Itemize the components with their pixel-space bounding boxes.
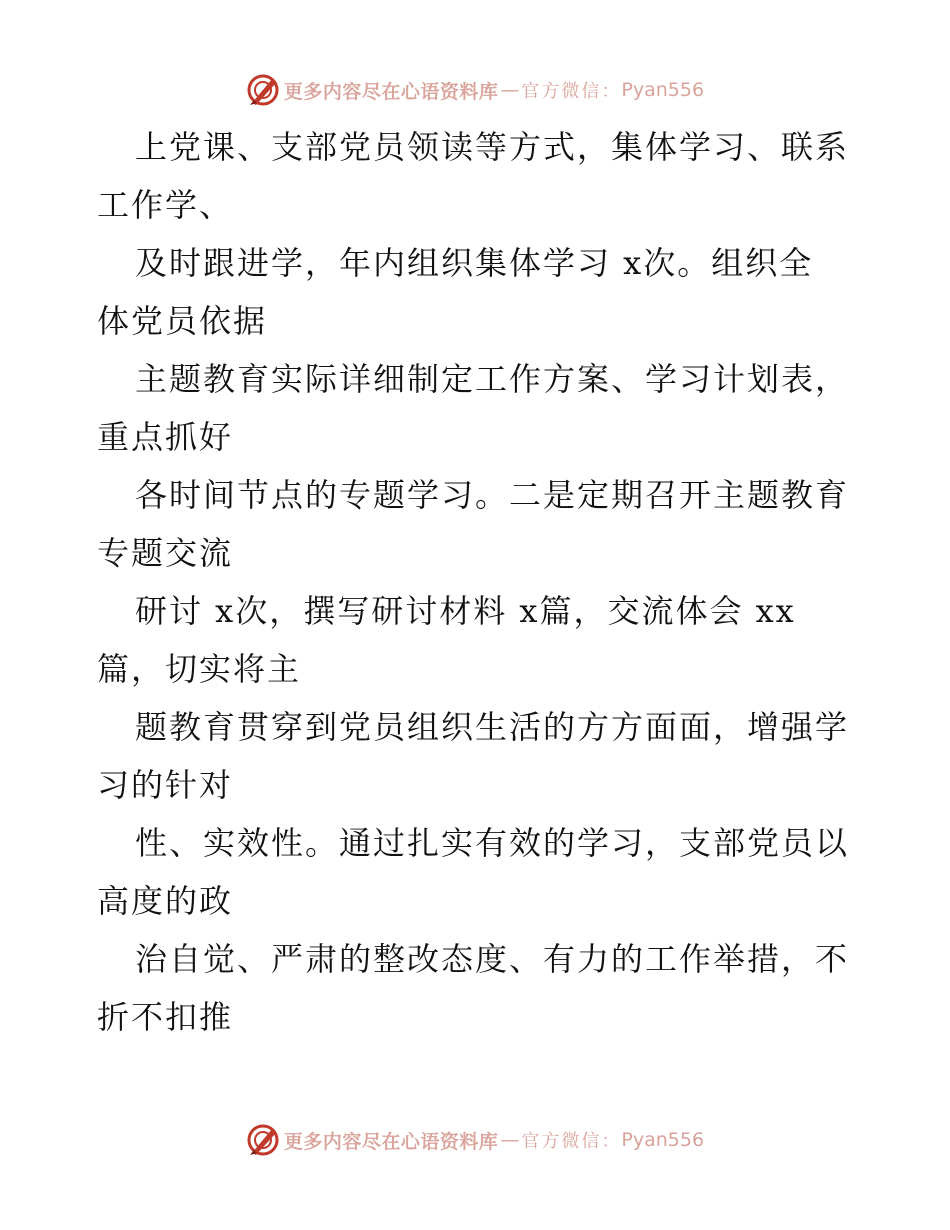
paragraph-line: 篇，切实将主: [97, 650, 302, 688]
paragraph-line: 题教育贯穿到党员组织生活的方方面面，增强学: [135, 708, 850, 746]
document-body: [97, 118, 857, 1046]
watermark-label: 官方微信：: [521, 81, 622, 102]
paragraph-line: 主题教育实际详细制定工作方案、学习计划表，: [135, 360, 850, 398]
paragraph-line: 上党课、支部党员领读等方式，集体学习、联系: [135, 128, 850, 166]
paragraph-line: 习的针对: [97, 766, 234, 804]
footer-watermark: [0, 1120, 950, 1160]
header-watermark: [0, 70, 950, 110]
watermark-text: 更多内容尽在心语资料库: [283, 80, 499, 103]
paragraph-line: 重点抓好: [97, 418, 234, 456]
watermark-dash: —: [500, 1129, 520, 1151]
watermark-account: Pyan556: [621, 1129, 705, 1151]
paragraph-line: 工作学、: [97, 186, 234, 224]
paragraph-line: 各时间节点的专题学习。二是定期召开主题教育: [135, 476, 850, 514]
watermark-account: Pyan556: [621, 79, 705, 101]
paragraph-line: 及时跟进学，年内组织集体学习 x次。组织全: [135, 244, 814, 282]
paragraph-line: 专题交流: [97, 534, 234, 572]
watermark-dash: —: [500, 79, 520, 101]
paragraph-line: 体党员依据: [97, 302, 268, 340]
paragraph-line: 折不扣推: [97, 998, 234, 1036]
watermark-text: 更多内容尽在心语资料库: [283, 1130, 499, 1153]
pen-logo-icon: [246, 1123, 280, 1157]
paragraph-line: 治自觉、严肃的整改态度、有力的工作举措，不: [135, 940, 850, 978]
watermark-label: 官方微信：: [521, 1131, 622, 1152]
paragraph-line: 性、实效性。通过扎实有效的学习，支部党员以: [135, 824, 850, 862]
paragraph-line: 高度的政: [97, 882, 234, 920]
paragraph-line: 研讨 x次，撰写研讨材料 x篇，交流体会 xx: [135, 592, 796, 630]
pen-logo-icon: [246, 73, 280, 107]
